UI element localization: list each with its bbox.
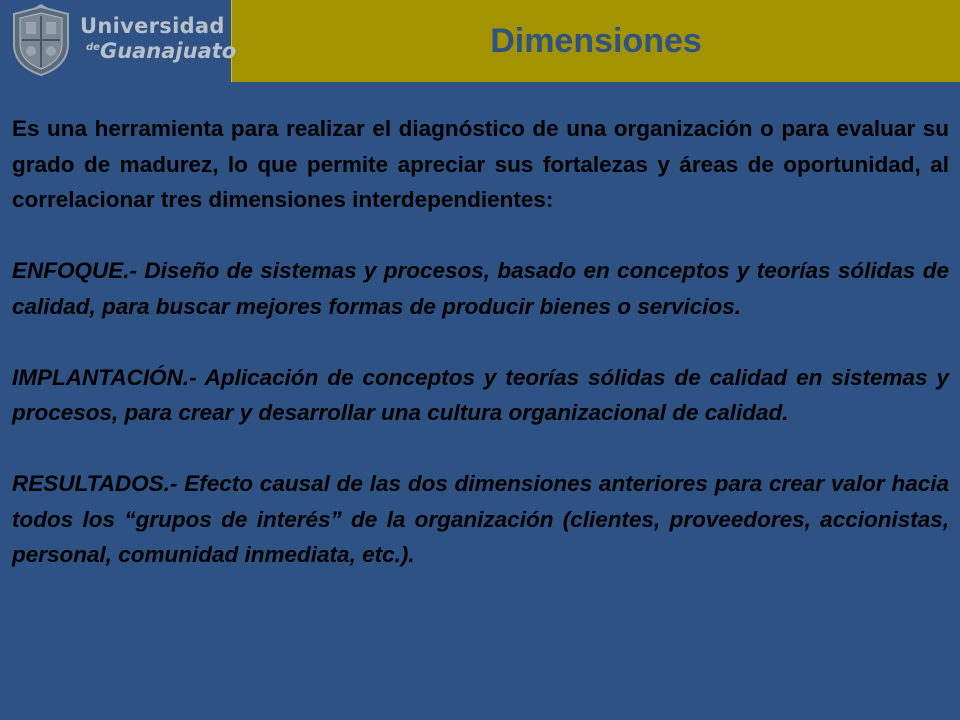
- intro-paragraph: Es una herramienta para realizar el diagnóstico de una organización o para evaluar su grado de madurez, lo que permite apreciar sus fortalezas y áreas de oportunidad, al correlacionar tres dimensiones interdependientes:: [12, 116, 949, 212]
- slide-body: [12, 111, 949, 573]
- header-bar: [0, 0, 960, 82]
- page-title: Dimensiones: [490, 22, 702, 60]
- dimension-resultados: RESULTADOS.- Efecto causal de las dos dimensiones anteriores para crear valor hacia todos los “grupos de interés” de la organización (clientes, proveedores, accionistas, personal, comunidad inmediata, etc.).: [12, 471, 949, 567]
- university-name-city: Guanajuato: [99, 39, 237, 63]
- university-name-line1: Universidad: [80, 14, 225, 38]
- university-name: [80, 16, 236, 62]
- dimension-enfoque: ENFOQUE.- Diseño de sistemas y procesos, basado en conceptos y teorías sólidas de calidad, para buscar mejores formas de producir bienes o servicios.: [12, 258, 949, 319]
- dimension-implantacion: IMPLANTACIÓN.- Aplicación de conceptos y teorías sólidas de calidad en sistemas y procesos, para crear y desarrollar una cultura organizacional de calidad.: [12, 364, 949, 425]
- university-name-prefix: de: [86, 42, 100, 53]
- university-name-line2: [80, 41, 236, 62]
- university-crest-icon: [6, 4, 76, 78]
- university-logo: [0, 0, 237, 82]
